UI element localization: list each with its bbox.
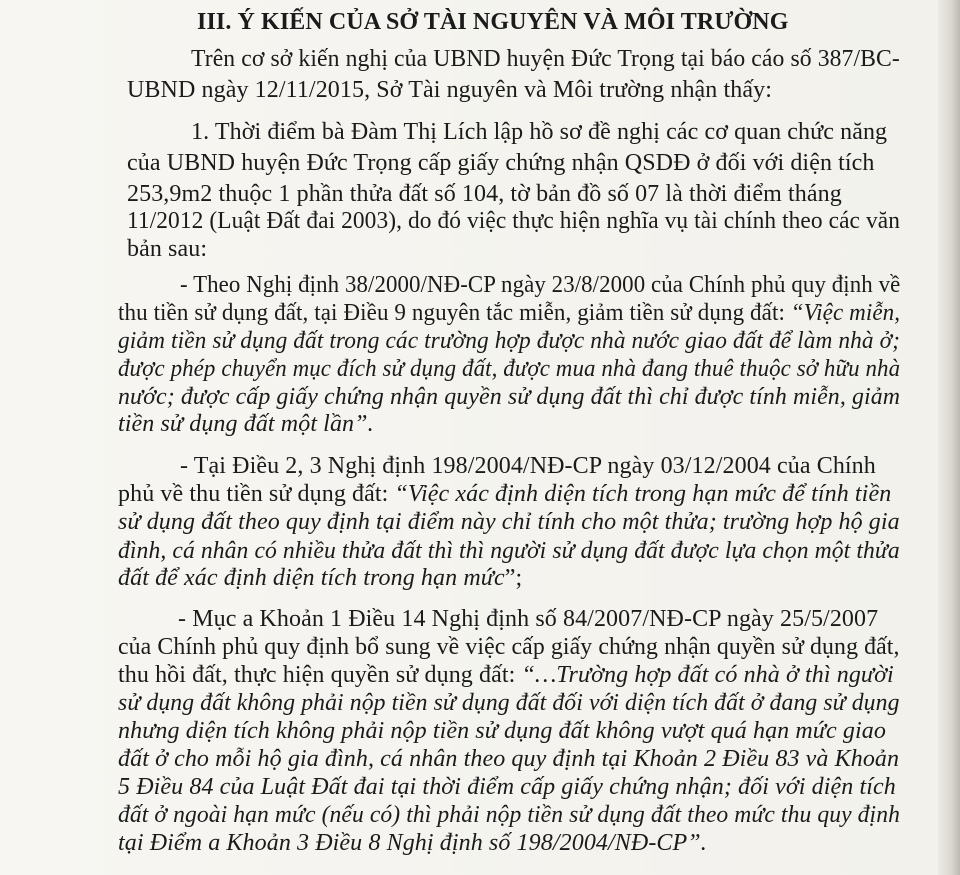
point1-line-3: 253,9m2 thuộc 1 phần thửa đất số 104, tờ bản đồ số 07 là thời điểm tháng (127, 181, 842, 207)
intro-line-2: UBND ngày 12/11/2015, Sở Tài nguyên và Môi trường nhận thấy: (127, 77, 772, 103)
item3-line-7: 5 Điều 84 của Luật Đất đai tại thời điểm cấp giấy chứng nhận; đối với diện tích (118, 774, 896, 800)
item1-line-1: - Theo Nghị định 38/2000/NĐ-CP ngày 23/8/2000 của Chính phủ quy định về (180, 272, 901, 298)
page-edge-shadow (938, 0, 960, 875)
item3-line-8: đất ở ngoài hạn mức (nếu có) thì phải nộp tiền sử dụng đất theo mức thu quy định (118, 802, 900, 828)
item1-line-2-quote: “Việc miễn, (790, 300, 901, 326)
item1-line-2-plain: thu tiền sử dụng đất, tại Điều 9 nguyên tắc miễn, giảm tiền sử dụng đất: (118, 300, 791, 326)
item2-line-1: - Tại Điều 2, 3 Nghị định 198/2004/NĐ-CP ngày 03/12/2004 của Chính (180, 453, 876, 479)
item2-line-2 (118, 480, 891, 508)
item3-line-6: đất ở cho mỗi hộ gia đình, cá nhân theo quy định tại Khoản 2 Điều 83 và Khoản (118, 746, 900, 772)
item3-line-3 (118, 661, 894, 689)
item1-line-5: nước; được cấp giấy chứng nhận quyền sử dụng đất thì chỉ được tính miễn, giảm (118, 384, 901, 410)
item1-line-3: giảm tiền sử dụng đất trong các trường hợp được nhà nước giao đất để làm nhà ở; (118, 328, 901, 354)
item2-line-5-end: ”; (504, 565, 523, 591)
point1-line-1: 1. Thời điểm bà Đàm Thị Lích lập hồ sơ đề nghị các cơ quan chức năng (191, 119, 888, 145)
item2-line-3: sử dụng đất theo quy định tại điểm này chỉ tính cho một thửa; trường hợp hộ gia (118, 509, 900, 535)
item3-line-1: - Mục a Khoản 1 Điều 14 Nghị định số 84/2007/NĐ-CP ngày 25/5/2007 (178, 606, 879, 632)
item1-line-4: được phép chuyển mục đích sử dụng đất, được mua nhà đang thuê thuộc sở hữu nhà (118, 356, 901, 382)
item3-line-2: của Chính phủ quy định bổ sung về việc cấp giấy chứng nhận quyền sử dụng đất, (118, 634, 900, 660)
item3-line-3-quote: “…Trường hợp đất có nhà ở thì người (521, 662, 894, 688)
item3-line-3-plain: thu hồi đất, thực hiện quyền sử dụng đất: (118, 662, 522, 688)
item3-line-4: sử dụng đất không phải nộp tiền sử dụng đất đối với diện tích đất ở đang sử dụng (118, 690, 900, 716)
item1-line-2 (118, 299, 900, 327)
item2-line-5 (118, 564, 522, 592)
item2-line-4: đình, cá nhân có nhiều thửa đất thì thì người sử dụng đất được lựa chọn một thửa (118, 538, 900, 564)
item1-line-6: tiền sử dụng đất một lần”. (118, 411, 374, 437)
point1-line-2: của UBND huyện Đức Trọng cấp giấy chứng nhận QSDĐ ở đối với diện tích (127, 150, 875, 176)
intro-line-1: Trên cơ sở kiến nghị của UBND huyện Đức Trọng tại báo cáo số 387/BC- (191, 46, 900, 72)
item3-line-9: tại Điểm a Khoản 3 Điều 8 Nghị định số 198/2004/NĐ-CP”. (118, 830, 707, 856)
point1-line-5: bản sau: (127, 236, 208, 262)
item3-line-5: nhưng diện tích không phải nộp tiền sử dụng đất không vượt quá hạn mức giao (118, 718, 886, 744)
section-heading: III. Ý KIẾN CỦA SỞ TÀI NGUYÊN VÀ MÔI TRƯỜNG (197, 9, 789, 35)
point1-line-4: 11/2012 (Luật Đất đai 2003), do đó việc thực hiện nghĩa vụ tài chính theo các văn (127, 208, 900, 234)
item2-line-2-quote: “Việc xác định diện tích trong hạn mức để tính tiền (394, 481, 892, 507)
item2-line-5-quote: đất để xác định diện tích trong hạn mức (118, 565, 505, 591)
item2-line-2-plain: phủ về thu tiền sử dụng đất: (118, 481, 395, 507)
